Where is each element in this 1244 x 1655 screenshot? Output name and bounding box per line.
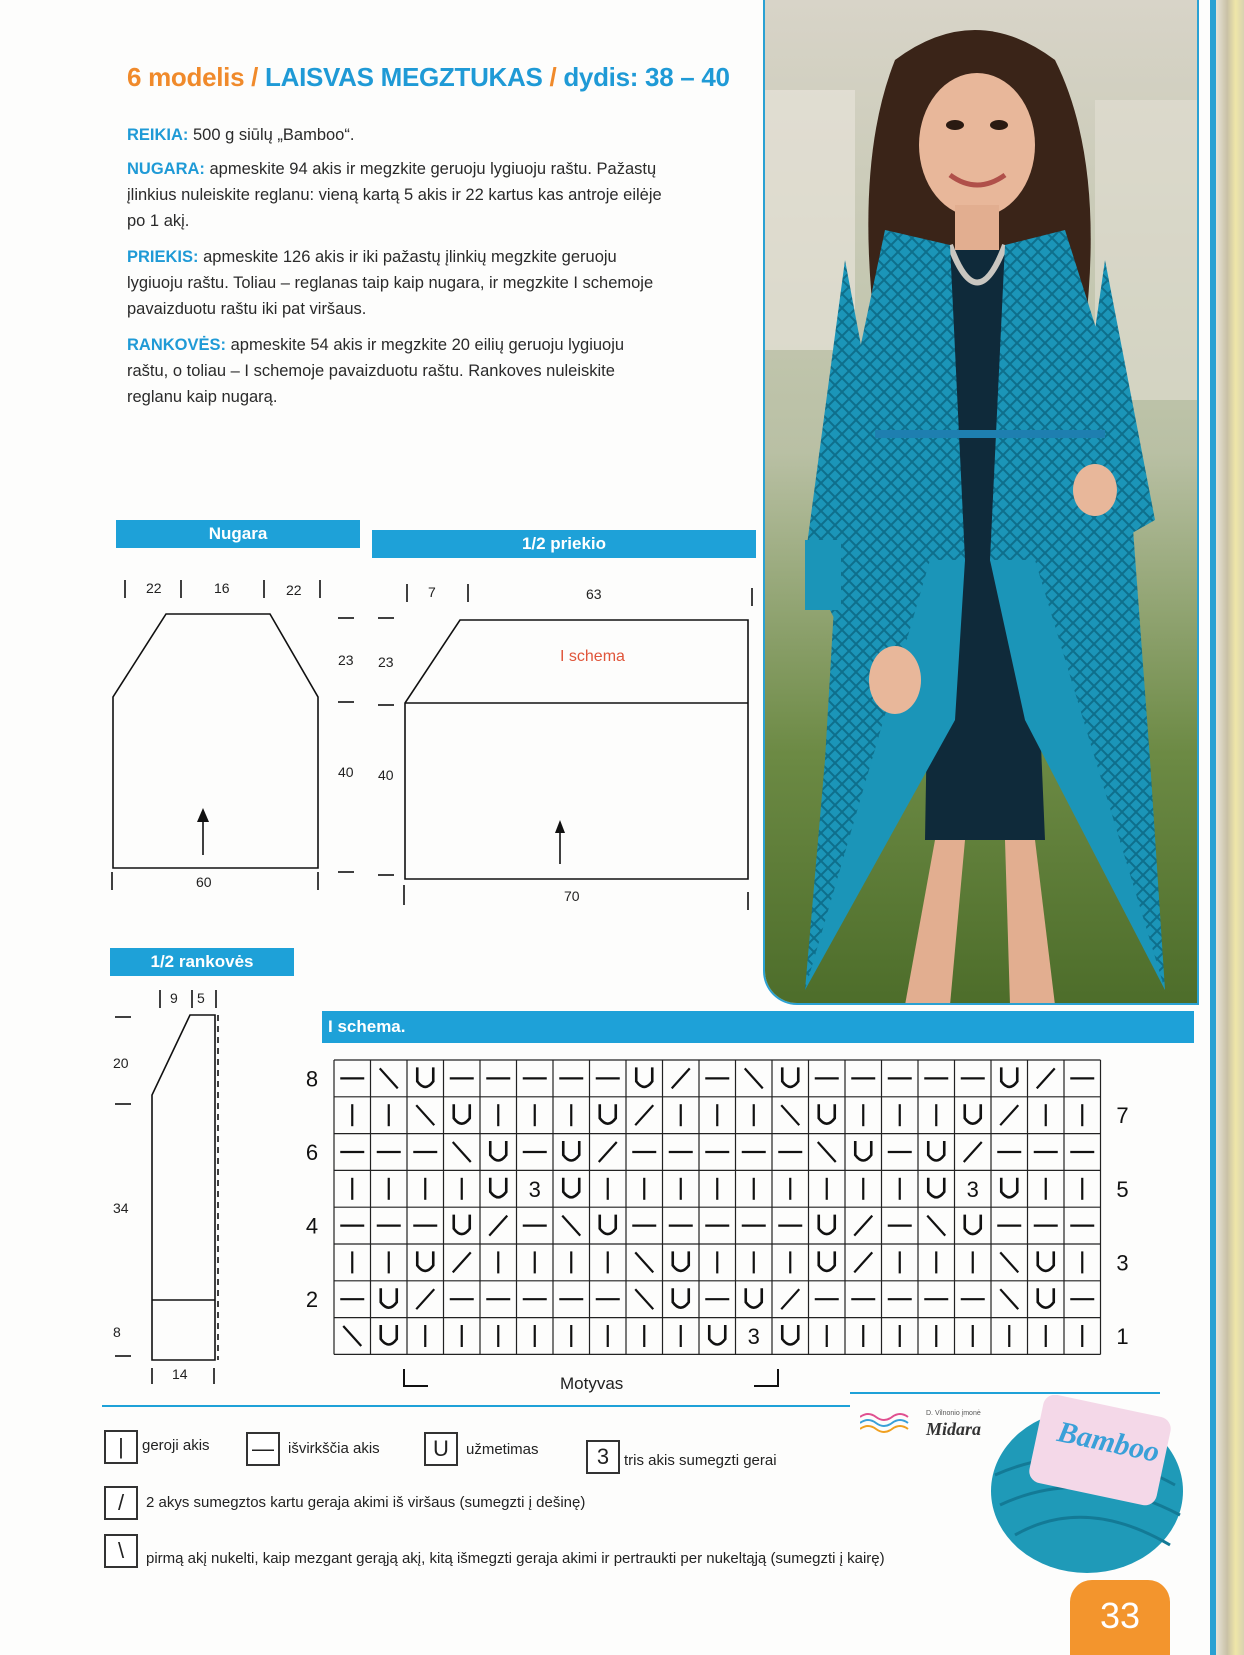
yarn-over-stitch — [636, 1067, 652, 1087]
yarn-over-stitch — [782, 1067, 798, 1087]
k2tog-stitch — [416, 1289, 434, 1309]
ssk-stitch — [745, 1068, 763, 1088]
row-number-right: 7 — [1116, 1103, 1129, 1129]
yo-symbol: U — [424, 1432, 458, 1466]
bamboo-yarn-ball — [975, 1395, 1185, 1575]
priekis-top-2: 63 — [586, 586, 602, 602]
nugara-side-2: 40 — [338, 764, 354, 780]
yarn-over-stitch — [1001, 1178, 1017, 1198]
row-number-right: 3 — [1116, 1250, 1129, 1276]
ssk-stitch — [781, 1105, 799, 1125]
ssk-symbol: \ — [104, 1534, 138, 1568]
rankoves-text: apmeskite 54 akis ir megzkite 20 eilių geruoju lygiuoju raštu, o toliau – I schemoje pavaizduotu raštu. Rankoves nuleiskite reglanu kaip nugarą. — [127, 336, 625, 406]
model-size: dydis: 38 – 40 — [563, 62, 730, 92]
nugara-header: Nugara — [116, 520, 360, 548]
ssk-stitch — [635, 1289, 653, 1309]
three-together-stitch: 3 — [747, 1324, 760, 1349]
yarn-over-stitch — [673, 1288, 689, 1308]
ssk-stitch — [416, 1105, 434, 1125]
title-separator: / — [244, 62, 266, 92]
yarn-over-stitch — [454, 1104, 470, 1124]
three-symbol: 3 — [586, 1440, 620, 1474]
ssk-stitch — [635, 1252, 653, 1272]
reikia-paragraph — [127, 122, 667, 148]
yarn-over-stitch — [819, 1215, 835, 1235]
priekis-header: 1/2 priekio — [372, 530, 756, 558]
motyvas-bracket-left — [404, 1369, 428, 1386]
nugara-shape — [113, 614, 318, 868]
yarn-over-stitch — [1038, 1251, 1054, 1271]
ssk-text: pirmą akį nukelti, kaip mezgant gerąją akį, kitą išmegzti geraja akimi ir pertraukti per nukeltąją (sumegzti į kairę) — [146, 1550, 885, 1567]
yo-text: užmetimas — [466, 1441, 539, 1458]
yarn-over-stitch — [1001, 1067, 1017, 1087]
yarn-over-stitch — [417, 1251, 433, 1271]
priekis-top-1: 7 — [428, 584, 436, 600]
yarn-over-stitch — [855, 1141, 871, 1161]
yarn-over-stitch — [965, 1104, 981, 1124]
ssk-stitch — [818, 1142, 836, 1162]
nugara-label: NUGARA: — [127, 160, 205, 178]
yarn-over-stitch — [417, 1067, 433, 1087]
ssk-stitch — [927, 1216, 945, 1236]
k2tog-stitch — [489, 1216, 507, 1236]
page-title — [127, 62, 730, 93]
priekis-side-2: 40 — [378, 767, 394, 783]
legend-rule-right — [850, 1392, 1160, 1394]
priekis-bottom: 70 — [564, 888, 580, 904]
row-number-left: 4 — [305, 1213, 319, 1239]
row-number-right: 5 — [1116, 1176, 1129, 1202]
yarn-over-stitch — [381, 1288, 397, 1308]
yarn-over-stitch — [490, 1178, 506, 1198]
rankoves-label: RANKOVĖS: — [127, 336, 227, 354]
ssk-stitch — [380, 1068, 398, 1088]
k2tog-stitch — [1037, 1068, 1055, 1088]
ssk-stitch — [1000, 1289, 1018, 1309]
yarn-over-stitch — [600, 1215, 616, 1235]
page-number: 33 — [1070, 1580, 1170, 1655]
rankoves-header: 1/2 rankovės — [110, 948, 294, 976]
three-together-stitch: 3 — [966, 1176, 979, 1202]
priekis-side-1: 23 — [378, 654, 394, 670]
page-edge-stripe — [1210, 0, 1216, 1655]
k2tog-stitch — [635, 1105, 653, 1125]
rankoves-top-2: 5 — [197, 990, 205, 1006]
yarn-over-stitch — [928, 1141, 944, 1161]
motyvas-label: Motyvas — [560, 1374, 624, 1393]
k2tog-stitch — [599, 1142, 617, 1162]
model-photo — [763, 0, 1199, 1005]
k2tog-stitch — [672, 1068, 690, 1088]
knit-symbol: | — [104, 1430, 138, 1464]
yarn-over-stitch — [673, 1251, 689, 1271]
purl-text: išvirkščia akis — [288, 1440, 380, 1457]
nugara-top-3: 22 — [286, 582, 302, 598]
title-separator: / — [542, 62, 564, 92]
ssk-stitch — [1000, 1252, 1018, 1272]
row-number-left: 8 — [305, 1066, 319, 1092]
k2tog-stitch — [1000, 1105, 1018, 1125]
purl-symbol: — — [246, 1432, 280, 1466]
rankoves-side-2: 34 — [113, 1200, 129, 1216]
rankoves-shape — [152, 1015, 215, 1360]
reikia-label: REIKIA: — [127, 126, 189, 144]
nugara-bottom: 60 — [196, 874, 212, 890]
k2tog-symbol: / — [104, 1486, 138, 1520]
row-number-right: 1 — [1116, 1324, 1129, 1349]
rankoves-top-1: 9 — [170, 990, 178, 1006]
k2tog-stitch — [453, 1252, 471, 1272]
nugara-arrow-head — [197, 808, 209, 822]
rankoves-side-3: 8 — [113, 1324, 121, 1340]
model-number: 6 modelis — [127, 62, 245, 92]
yarn-over-stitch — [928, 1178, 944, 1198]
schema-header: I schema. — [322, 1011, 1194, 1043]
yarn-over-stitch — [965, 1215, 981, 1235]
ssk-stitch — [453, 1142, 471, 1162]
yarn-over-stitch — [819, 1251, 835, 1271]
k2tog-stitch — [964, 1142, 982, 1162]
priekis-label: PRIEKIS: — [127, 248, 199, 266]
motyvas-bracket-right — [754, 1369, 778, 1386]
yarn-over-stitch — [782, 1325, 798, 1345]
photo-illustration — [765, 0, 1199, 1005]
nugara-paragraph — [127, 156, 667, 234]
yarn-over-stitch — [381, 1325, 397, 1345]
k2tog-stitch — [781, 1289, 799, 1309]
model-name: LAISVAS MEGZTUKAS — [265, 62, 543, 92]
priekis-arrow-head — [555, 820, 565, 833]
bamboo-label: Bamboo — [1054, 1415, 1163, 1469]
rankoves-paragraph — [127, 332, 667, 410]
yarn-over-stitch — [563, 1178, 579, 1198]
knit-text: geroji akis — [142, 1437, 210, 1454]
priekis-inner-label: I schema — [560, 648, 625, 665]
k2tog-stitch — [854, 1216, 872, 1236]
yarn-over-stitch — [819, 1104, 835, 1124]
nugara-side-1: 23 — [338, 652, 354, 668]
brand-company: D. Vilnonio įmonė — [926, 1410, 981, 1417]
priekis-text: apmeskite 126 akis ir iki pažastų įlinkių megzkite geruoju lygiuoju raštu. Toliau – reglanas taip kaip nugara, ir megzkite I schemoje pavaizduotu raštu iki pat viršaus. — [127, 248, 654, 318]
legend-rule — [102, 1405, 850, 1407]
brand-name: Midara — [926, 1419, 982, 1439]
nugara-text: apmeskite 94 akis ir megzkite geruoju lygiuoju raštu. Pažastų įlinkius nuleiskite reglanu: vieną kartą 5 akis ir 22 kartus kas antroje eilėje po 1 akį. — [127, 160, 662, 230]
yarn-over-stitch — [490, 1141, 506, 1161]
nugara-top-1: 22 — [146, 580, 162, 596]
rankoves-bottom: 14 — [172, 1366, 188, 1382]
yarn-over-stitch — [1038, 1288, 1054, 1308]
rankoves-side-1: 20 — [113, 1055, 129, 1071]
three-text: tris akis sumegzti gerai — [624, 1452, 777, 1469]
nugara-top-2: 16 — [214, 580, 230, 596]
yarn-over-stitch — [600, 1104, 616, 1124]
yarn-over-stitch — [709, 1325, 725, 1345]
row-number-left: 6 — [305, 1140, 319, 1165]
reikia-text: 500 g siūlų „Bamboo“. — [188, 126, 355, 144]
ssk-stitch — [562, 1216, 580, 1236]
k2tog-text: 2 akys sumegztos kartu geraja akimi iš viršaus (sumegzti į dešinę) — [146, 1494, 586, 1511]
row-number-left: 2 — [305, 1287, 319, 1313]
three-together-stitch: 3 — [528, 1176, 541, 1202]
k2tog-stitch — [854, 1252, 872, 1272]
page-edge — [1216, 0, 1244, 1655]
yarn-over-stitch — [563, 1141, 579, 1161]
ssk-stitch — [343, 1326, 361, 1346]
yarn-over-stitch — [746, 1288, 762, 1308]
priekis-paragraph — [127, 244, 667, 322]
yarn-over-stitch — [454, 1215, 470, 1235]
